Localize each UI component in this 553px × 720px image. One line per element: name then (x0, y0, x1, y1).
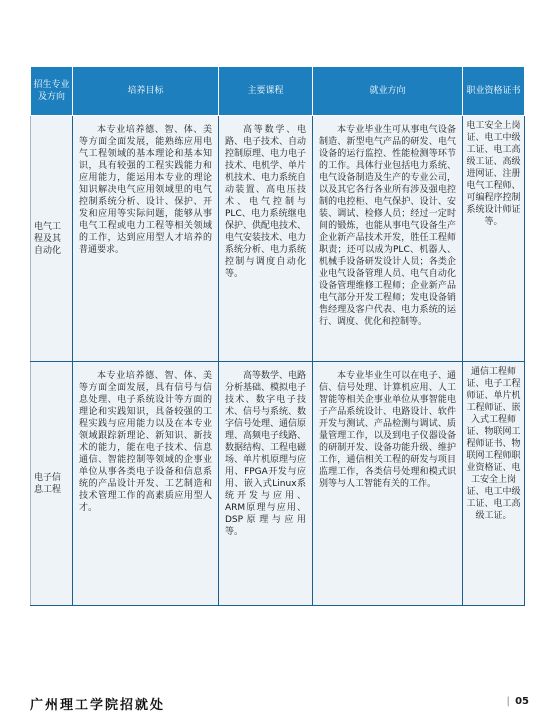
table-row (31, 116, 525, 362)
page-number (507, 696, 529, 707)
major-name: 电气工程及其自动化 (31, 116, 73, 362)
header-jobs: 就业方向 (313, 67, 463, 116)
employment-direction: 本专业毕业生可从事电气设备制造、新型电气产品的研发、电气设备的运行监控、性能检测等环节的工作。具体行业包括电力系统、电气设备制造及生产的专业公司，以及其它各行各业所有涉及强电控制的电控柜、电气保护、设计、安装、调试、检修人员；经过一定时间的锻炼，也能从事电气设备生产企业新产品技术开发，胜任工程师职责；还可以成为PLC、机器人、机械手设备研发设计人员；各类企业电气设备管理人员、电气自动化设备管理维修工程师；企业新产品电气部分开发工程师；发电设备销售经理及客户代表、电力系统的运行、调度、优化和控制等。 (313, 116, 463, 362)
certificates: 通信工程师证、电子工程师证、单片机工程师证、嵌入式工程师证、物联网工程师证书、物联网工程师职业资格证、电工安全上岗证、电工中级工证、电工高级工证。 (463, 362, 525, 606)
header-major: 招生专业及方向 (31, 67, 73, 116)
header-certs: 职业资格证书 (463, 67, 525, 116)
table-header-row (31, 67, 525, 116)
certificates: 电工安全上岗证、电工中级工证、电工高级工证、高级进网证、注册电气工程师、可编程序控制系统设计师证等。 (463, 116, 525, 362)
employment-direction: 本专业毕业生可以在电子、通信、信号处理、计算机应用、人工智能等相关企事业单位从事智能电子产品系统设计、电路设计、软件开发与测试、产品检测与调试、质量管理工作，以及到电子仪器设备的研制开发、设备功能升级、维护工作，通信相关工程的研发与项目监理工作，各类信号处理和模式识别等与人工智能有关的工作。 (313, 362, 463, 606)
header-courses: 主要课程 (219, 67, 313, 116)
main-courses: 高等数学、电路分析基础、模拟电子技术、数字电子技术、信号与系统、数字信号处理、通信原理、高频电子线路、数据结构、工程电磁场、单片机原理与应用、FPGA开发与应用、嵌入式Linux系统开发与应用、ARM原理与应用、DSP原理与应用等。 (219, 362, 313, 606)
training-goal: 本专业培养德、智、体、美等方面全面发展，能熟练应用电气工程领域的基本理论和基本知识，具有较强的工程实践能力和应用能力，能运用本专业的理论知识解决电气应用领域里的电气控制系统分析、设计、保护、开发和应用等实际问题，能够从事电气工程或电力工程等相关领域的工作，达到应用型人才培养的普通要求。 (73, 116, 219, 362)
footer-title: 广州理工学院招就处 (30, 698, 166, 713)
table-row (31, 362, 525, 606)
main-courses: 高等数学、电路、电子技术、自动控制原理、电力电子技术、电机学、单片机技术、电力系统自动装置、高电压技术、电气控制与PLC、电力系统继电保护、供配电技术、电气安装技术、电力系统分析、电力系统控制与调度自动化等。 (219, 116, 313, 362)
major-name: 电子信息工程 (31, 362, 73, 606)
page-separator: | (506, 696, 510, 707)
page-number-value: 05 (515, 696, 529, 707)
majors-table (30, 66, 525, 606)
training-goal: 本专业培养德、智、体、美等方面全面发展，具有信号与信息处理、电子系统设计等方面的理论和实践知识，具备较强的工程实践与应用能力以及在本专业领域跟踪新理论、新知识、新技术的能力，能在电子技术、信息通信、智能控制等领域的企事业单位从事各类电子设备和信息系统的产品设计开发、工艺制造和技术管理工作的高素质应用型人才。 (73, 362, 219, 606)
header-goal: 培养目标 (73, 67, 219, 116)
